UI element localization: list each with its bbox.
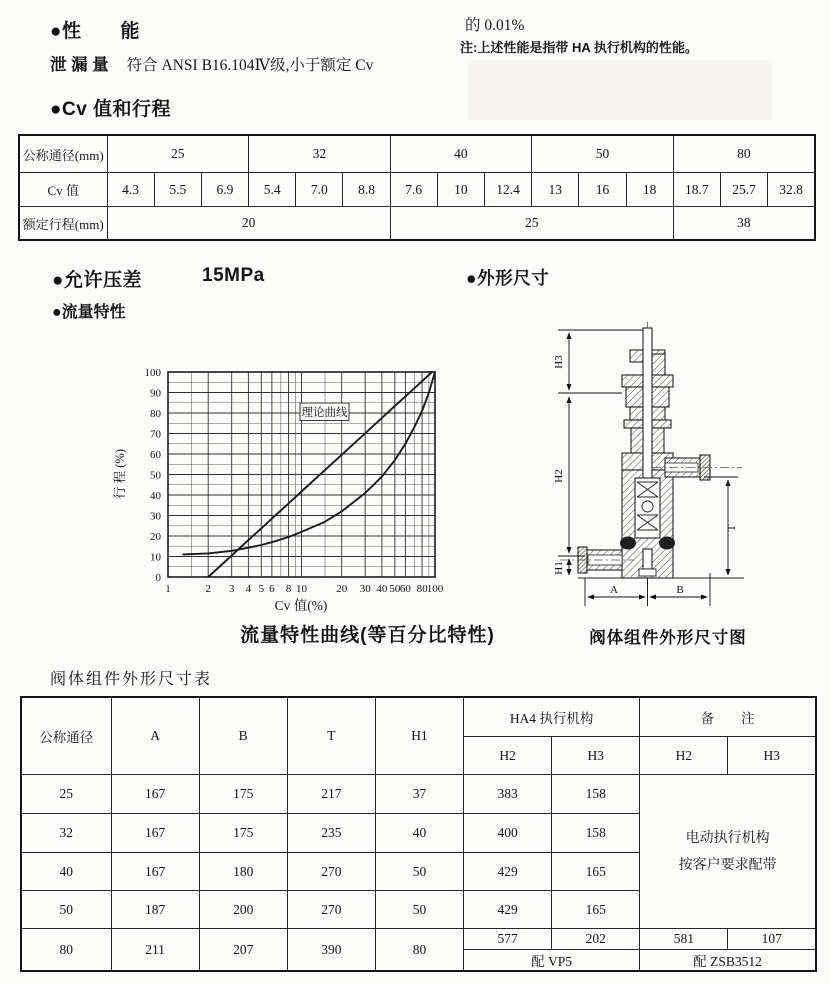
svg-text:40: 40 xyxy=(150,490,161,502)
series-实际特性曲线 xyxy=(183,372,435,554)
svg-text:100: 100 xyxy=(144,367,161,379)
cell-h2: 400 xyxy=(464,814,552,853)
svg-text:100: 100 xyxy=(426,583,444,595)
svg-text:30: 30 xyxy=(150,510,161,523)
svg-text:90: 90 xyxy=(150,387,161,400)
cell-h3: 202 xyxy=(552,929,640,950)
cell-b: 200 xyxy=(199,891,287,929)
svg-text:50: 50 xyxy=(150,469,161,482)
col-header-b: B xyxy=(199,697,287,775)
leakage-label: 泄 漏 量 xyxy=(50,56,109,74)
chart-caption: 流量特性曲线(等百分比特性) xyxy=(240,625,495,646)
svg-text:0: 0 xyxy=(155,572,161,584)
svg-text:20: 20 xyxy=(150,531,161,543)
col-header-h1: H1 xyxy=(375,697,463,775)
cell-dn: 32 xyxy=(21,814,111,853)
cell-b: 207 xyxy=(199,929,287,972)
outline-section-title: ●外形尺寸 xyxy=(466,268,550,288)
cell-h1: 50 xyxy=(375,853,463,891)
cell-h1: 80 xyxy=(375,929,463,972)
cell-dn: 25 xyxy=(21,775,111,814)
cell-h3: 107 xyxy=(728,929,816,950)
svg-text:10: 10 xyxy=(150,551,161,564)
leakage-text: 符合 ANSI B16.104Ⅳ级,小于额定 Cv xyxy=(126,57,374,74)
valve-outline-drawing xyxy=(552,316,830,620)
cell-h2: 429 xyxy=(464,853,552,891)
svg-text:3: 3 xyxy=(228,583,235,595)
cell-a: 211 xyxy=(111,929,199,972)
subheader-h2: H2 xyxy=(464,737,552,775)
dn-cell: 40 xyxy=(390,135,532,173)
flow-section-title: ●流量特性 xyxy=(52,304,126,321)
packing-right xyxy=(659,537,675,550)
cell-t: 235 xyxy=(287,814,375,853)
cell-a: 167 xyxy=(111,775,199,814)
svg-text:5: 5 xyxy=(258,583,265,595)
leakage-line xyxy=(50,51,373,75)
svg-text:2: 2 xyxy=(205,583,211,595)
col-header-a: A xyxy=(111,697,199,775)
cv-cell: 18.7 xyxy=(673,173,720,207)
subheader-h3: H3 xyxy=(728,737,816,775)
table-row-label: 公称通径(mm) xyxy=(19,135,107,173)
cv-cell: 12.4 xyxy=(485,173,532,207)
cv-cell: 13 xyxy=(532,173,579,207)
cell-t: 217 xyxy=(287,775,375,814)
cell-h2: 383 xyxy=(464,775,552,814)
cv-cell: 4.3 xyxy=(107,173,154,207)
cell-h1: 37 xyxy=(375,775,463,814)
cell-h2: 577 xyxy=(464,929,552,950)
lower-stem xyxy=(643,549,652,569)
svg-text:4: 4 xyxy=(245,583,252,595)
x-axis-label: Cv 值(%) xyxy=(274,598,328,613)
table-row-label: 额定行程(mm) xyxy=(19,207,107,241)
cell-t: 270 xyxy=(287,891,375,929)
cell-h3: 165 xyxy=(552,891,640,929)
dn-cell: 80 xyxy=(673,135,815,173)
svg-text:60: 60 xyxy=(399,583,411,595)
svg-text:70: 70 xyxy=(150,428,161,441)
side-bolt xyxy=(652,354,665,378)
col-header-t: T xyxy=(287,697,375,775)
cell-t: 390 xyxy=(287,929,375,972)
cv-cell: 5.5 xyxy=(154,173,201,207)
cell-a: 167 xyxy=(111,853,199,891)
table-row-label: Cv 值 xyxy=(19,173,107,207)
svg-text:20: 20 xyxy=(336,583,348,595)
plug-ball xyxy=(642,501,653,512)
valve-body-group xyxy=(560,322,744,606)
svg-text:80: 80 xyxy=(150,408,161,420)
cell-a: 167 xyxy=(111,814,199,853)
cell-h3: 165 xyxy=(552,853,640,891)
performance-title: ●性 能 xyxy=(50,21,140,42)
cell-bz-fit: 配 ZSB3512 xyxy=(640,950,816,972)
cv-cell: 6.9 xyxy=(201,173,248,207)
valve-stem xyxy=(643,328,652,480)
svg-text:1: 1 xyxy=(165,583,171,595)
cv-cell: 7.0 xyxy=(296,173,343,207)
note-line: 按客户要求配带 xyxy=(678,857,777,873)
cell-b: 175 xyxy=(199,775,287,814)
svg-text:60: 60 xyxy=(150,449,161,461)
cv-cell: 32.8 xyxy=(768,173,815,207)
dimensions-table xyxy=(20,696,817,972)
svg-text:30: 30 xyxy=(359,583,371,595)
col-header-ha4: HA4 执行机构 xyxy=(464,697,640,737)
col-header-dn: 公称通径 xyxy=(21,697,111,775)
cv-cell: 10 xyxy=(437,173,484,207)
dn-cell: 25 xyxy=(107,135,249,173)
dim-t: T xyxy=(726,524,738,532)
cell-h2: 581 xyxy=(640,929,728,950)
dim-b: B xyxy=(676,584,684,596)
note-merged-cell xyxy=(640,775,816,929)
note-line: 电动执行机构 xyxy=(685,830,770,846)
dim-h1: H1 xyxy=(553,561,565,575)
cv-section-title: ●Cv 值和行程 xyxy=(50,99,172,120)
cell-b: 180 xyxy=(199,853,287,891)
pressure-section-title: ●允许压差 xyxy=(52,270,142,291)
flow-characteristic-chart xyxy=(110,346,466,618)
y-axis-label: 行 程 (%) xyxy=(113,449,127,499)
cell-ha4-fit: 配 VP5 xyxy=(464,950,640,972)
drawing-caption: 阀体组件外形尺寸图 xyxy=(589,629,747,647)
cell-h2: 429 xyxy=(464,891,552,929)
subheader-h2: H2 xyxy=(640,737,728,775)
svg-text:80: 80 xyxy=(416,583,428,595)
dn-cell: 50 xyxy=(532,135,674,173)
dn-cell: 32 xyxy=(249,135,391,173)
cv-stroke-table xyxy=(18,134,816,241)
cell-dn: 50 xyxy=(21,891,111,929)
cv-cell: 25.7 xyxy=(720,173,767,207)
dim-h3: H3 xyxy=(553,355,565,369)
stroke-cell: 25 xyxy=(390,207,673,241)
cv-cell: 8.8 xyxy=(343,173,390,207)
stroke-cell: 20 xyxy=(107,207,390,241)
leakage-continuation: 的 0.01% xyxy=(465,17,525,34)
scan-artifact-box xyxy=(468,60,772,120)
cell-t: 270 xyxy=(287,853,375,891)
cv-cell: 16 xyxy=(579,173,626,207)
stroke-cell: 38 xyxy=(673,207,815,241)
svg-text:50: 50 xyxy=(389,583,401,595)
pressure-value: 15MPa xyxy=(202,265,265,286)
dim-h2: H2 xyxy=(553,469,565,483)
cv-cell: 5.4 xyxy=(249,173,296,207)
cell-h1: 50 xyxy=(375,891,463,929)
cell-dn: 80 xyxy=(21,929,111,972)
seat-plug xyxy=(639,569,656,576)
cell-b: 175 xyxy=(199,814,287,853)
svg-text:40: 40 xyxy=(376,583,388,595)
svg-text:8: 8 xyxy=(285,583,292,595)
cell-dn: 40 xyxy=(21,853,111,891)
svg-text:6: 6 xyxy=(269,583,275,595)
cell-h1: 40 xyxy=(375,814,463,853)
performance-note: 注:上述性能是指带 HA 执行机构的性能。 xyxy=(460,40,698,55)
packing-left xyxy=(620,537,636,550)
dim-table-title: 阀体组件外形尺寸表 xyxy=(50,671,213,688)
cv-cell: 7.6 xyxy=(390,173,437,207)
svg-text:10: 10 xyxy=(296,583,307,595)
cv-cell: 18 xyxy=(626,173,673,207)
cell-h3: 158 xyxy=(552,775,640,814)
dim-a: A xyxy=(610,584,618,596)
col-header-note: 备 注 xyxy=(640,697,816,737)
annotation-label: 理论曲线 xyxy=(301,407,348,419)
cell-a: 187 xyxy=(111,891,199,929)
subheader-h3: H3 xyxy=(552,737,640,775)
cell-h3: 158 xyxy=(552,814,640,853)
